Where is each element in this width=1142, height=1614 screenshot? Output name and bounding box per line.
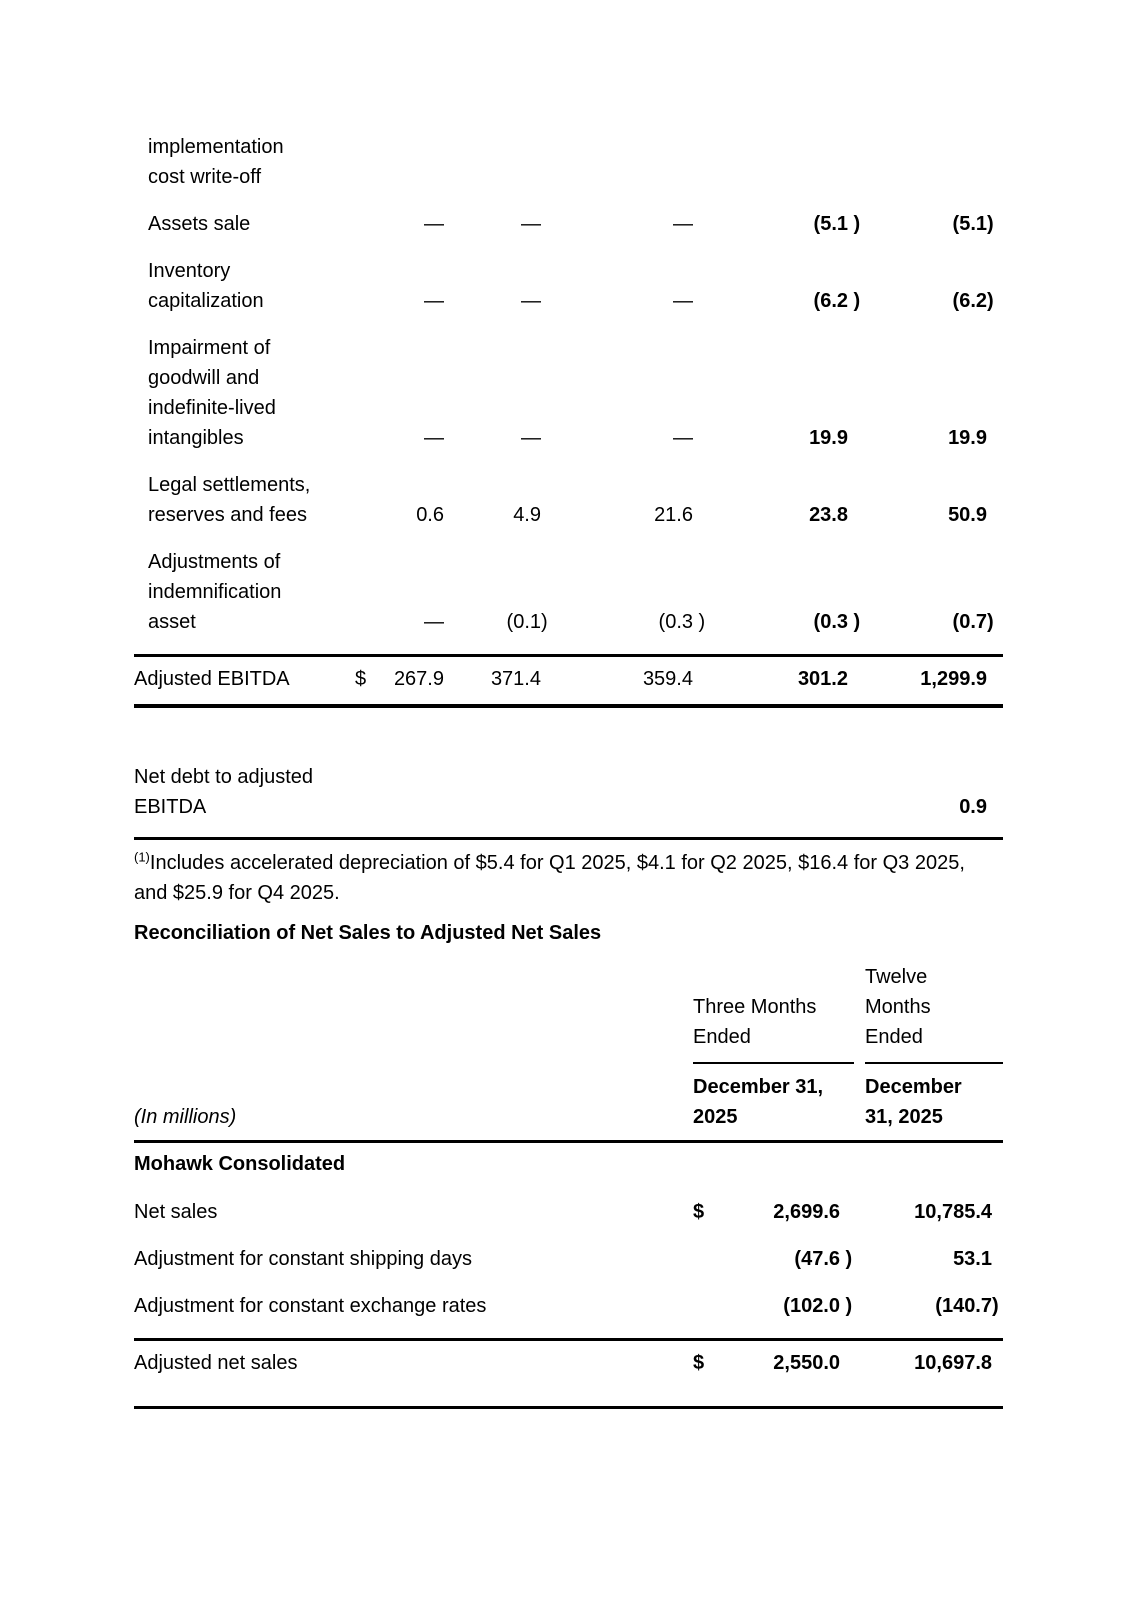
cell-value: 21.6	[654, 504, 693, 526]
table-row	[134, 256, 1003, 316]
cell-value: 301.2	[797, 668, 848, 690]
cell-value: 50.9	[948, 504, 987, 526]
currency-cell: $	[693, 1352, 705, 1374]
cell-paren: )	[541, 611, 548, 633]
cell-paren: )	[848, 611, 861, 633]
cell-paren: )	[987, 290, 994, 312]
cell-value: —	[521, 290, 541, 312]
cell-value: (0.3	[813, 611, 848, 633]
cell-value: 10,697.8	[914, 1352, 992, 1374]
cell-value: —	[673, 290, 693, 312]
cell-paren: )	[693, 611, 706, 633]
cell-value: 19.9	[809, 427, 848, 449]
row-label-line: Adjustments of	[148, 551, 281, 573]
in-millions-label: (In millions)	[134, 1106, 237, 1128]
cell-value: 10,785.4	[914, 1201, 992, 1223]
period-label: December 31, 2025	[693, 1076, 824, 1128]
table-row	[134, 209, 1003, 239]
cell-value: (0.7	[952, 611, 987, 633]
header-underline	[865, 1062, 1003, 1064]
cell-value: —	[424, 290, 444, 312]
cell-value: —	[424, 213, 444, 235]
cell-value: (0.1	[506, 611, 541, 633]
cell-value: 19.9	[948, 427, 987, 449]
cell-value: (5.1	[952, 213, 987, 235]
column-header-label: Three Months Ended	[693, 996, 817, 1048]
table-body	[134, 132, 1003, 637]
row-label: Adjustment for constant exchange rates	[134, 1295, 487, 1317]
currency-cell: $	[693, 1201, 705, 1223]
table-total-block	[134, 654, 1003, 708]
section-heading: Reconciliation of Net Sales to Adjusted Net Sales	[134, 922, 602, 944]
cell-value: 2,550.0	[773, 1352, 840, 1374]
cell-value: —	[673, 427, 693, 449]
row-label	[134, 132, 355, 192]
footnote-marker: (1)	[134, 849, 150, 865]
cell-value: 1,299.9	[920, 668, 987, 690]
row-label-line: reserves and fees	[148, 504, 307, 526]
column-header-label: Twelve Months Ended	[865, 966, 931, 1048]
row-label-line: capitalization	[148, 290, 264, 312]
cell-value: (47.6	[794, 1248, 840, 1270]
net-debt-row	[134, 762, 1003, 840]
period-label: December 31, 2025	[865, 1076, 962, 1128]
row-label-line: implementation	[148, 136, 284, 158]
row-label-line: Assets sale	[148, 213, 251, 235]
row-label: Adjusted net sales	[134, 1352, 298, 1374]
cell-value: (140.7	[935, 1295, 992, 1317]
cell-value: 371.4	[490, 668, 541, 690]
row-label: Adjustment for constant shipping days	[134, 1248, 472, 1270]
cell-value: (0.3	[658, 611, 693, 633]
table-row	[134, 470, 1003, 530]
adjusted-ebitda-table	[134, 132, 1003, 708]
table-total-row	[134, 664, 1003, 694]
row-label: Net sales	[134, 1201, 218, 1223]
cell-paren: )	[848, 290, 861, 312]
table-header	[134, 962, 1003, 1132]
cell-paren: )	[848, 213, 861, 235]
cell-value: (102.0	[783, 1295, 840, 1317]
table-row	[134, 547, 1003, 637]
row-label	[134, 256, 355, 316]
row-label	[134, 762, 313, 822]
table-total-row	[134, 1348, 1003, 1378]
row-label-line: cost write-off	[148, 166, 261, 188]
cell-value: —	[521, 213, 541, 235]
row-label-line: Net debt to adjusted	[134, 766, 314, 788]
row-label	[134, 209, 355, 239]
page-content	[134, 0, 1003, 1409]
cell-value: —	[424, 427, 444, 449]
column-gap	[854, 962, 865, 1132]
cell-value: —	[673, 213, 693, 235]
table-total-block	[134, 1338, 1003, 1409]
column-header-twelve-months	[865, 962, 1003, 1132]
cell-paren: )	[992, 1295, 999, 1317]
cell-paren: )	[987, 611, 994, 633]
table-row	[134, 333, 1003, 453]
row-label-line: goodwill and	[148, 367, 260, 389]
currency-cell: $	[355, 668, 367, 690]
cell-value: 0.6	[416, 504, 444, 526]
cell-value: 0.9	[959, 796, 987, 818]
row-label	[134, 333, 355, 453]
cell-value: 2,699.6	[773, 1201, 840, 1223]
row-label-line: EBITDA	[134, 796, 207, 818]
row-label-line: Legal settlements,	[148, 474, 311, 496]
row-label-line: asset	[148, 611, 196, 633]
row-label-line: indemnification	[148, 581, 282, 603]
column-header-three-months	[693, 962, 854, 1132]
cell-value: 23.8	[809, 504, 848, 526]
footnote	[134, 848, 1003, 908]
table-row	[134, 1197, 1003, 1227]
cell-paren: )	[840, 1295, 853, 1317]
net-sales-reconciliation-table	[134, 962, 1003, 1409]
cell-value: (6.2	[952, 290, 987, 312]
cell-paren: )	[987, 213, 994, 235]
row-label-line: intangibles	[148, 427, 244, 449]
group-label: Mohawk Consolidated	[134, 1153, 346, 1175]
cell-value: (6.2	[813, 290, 848, 312]
cell-value: —	[424, 611, 444, 633]
cell-paren: )	[840, 1248, 853, 1270]
row-label-line: Inventory	[148, 260, 231, 282]
row-label-line: Impairment of	[148, 337, 271, 359]
cell-value: 53.1	[953, 1248, 992, 1270]
cell-value: (5.1	[813, 213, 848, 235]
cell-value: —	[521, 427, 541, 449]
table-row	[134, 1244, 1003, 1274]
cell-value: 359.4	[642, 668, 693, 690]
table-row	[134, 132, 1003, 192]
header-underline	[693, 1062, 854, 1064]
row-label	[134, 470, 355, 530]
row-label	[134, 547, 355, 637]
row-label: Adjusted EBITDA	[134, 668, 290, 690]
cell-value: 267.9	[393, 668, 444, 690]
row-label-line: indefinite-lived	[148, 397, 276, 419]
cell-value: 4.9	[513, 504, 541, 526]
footnote-text: Includes accelerated depreciation of $5.4 for Q1 2025, $4.1 for Q2 2025, $16.4 for Q3 2025, and $25.9 for Q4 2025.	[134, 852, 965, 904]
table-row	[134, 1291, 1003, 1321]
table-body	[134, 1197, 1003, 1321]
